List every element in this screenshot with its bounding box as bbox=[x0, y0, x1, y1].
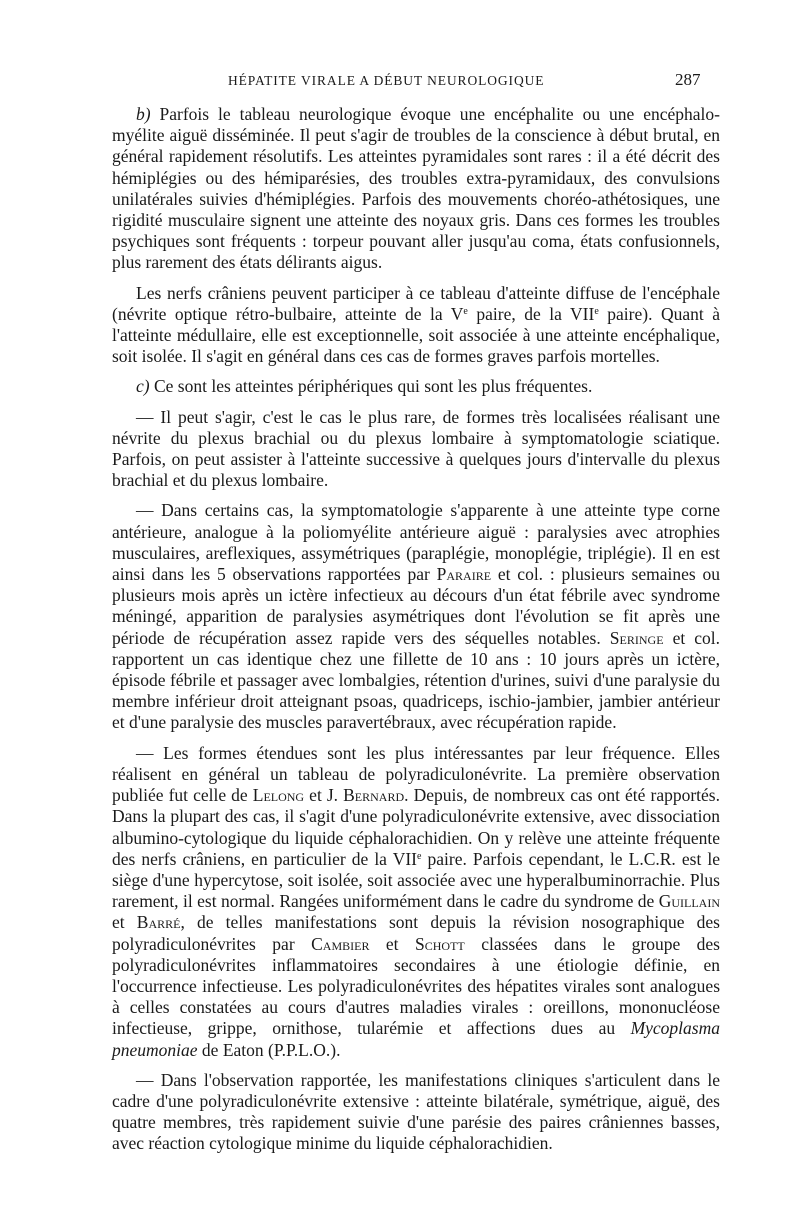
body-text bbox=[112, 104, 720, 1164]
paragraph-b-text: Parfois le tableau neurologique évoque une encéphalite ou une encéphalo-myélite aiguë disséminée. Il peut s'agir de troubles de la conscience à début brutal, en général rapidement résolutifs. Les atteintes pyramidales sont rares : il a été décrit des hémiplégies ou des hémiparésies, des troubles extra-pyramidaux, des convulsions unilatérales suivies d'hémiplégies. Parfois des mouvements choréo-athétosiques, une rigidité musculaire signent une atteinte des noyaux gris. Dans ces formes les troubles psychiques sont fréquents : torpeur pouvant aller jusqu'au coma, états confusionnels, plus rarement des états délirants aigus. bbox=[112, 104, 720, 273]
text-run: , de telles manifestations sont depuis la révision nosographique des polyradiculonévrites par bbox=[112, 912, 720, 954]
superscript: e bbox=[594, 305, 599, 317]
text-run: et col. : plusieurs semaines ou plusieurs mois après un ictère infectieux au décours d'un état fébrile avec syndrome méningé, apparition de paralysies asymétriques dont l'évolution se fit après une période de récupération assez rapide vers des séquelles notables. bbox=[112, 564, 720, 648]
running-header bbox=[0, 70, 800, 94]
text-run: — Dans certains cas, la symptomatologie s'apparente à une atteinte type corne antérieure, analogue à la poliomyélite antérieure aiguë : paralysies avec atrophies musculaires, areflexiques, assymétriques (paraplégie, monoplégie, triplégie). Il en est ainsi dans les 5 observations rapportées par bbox=[112, 500, 720, 585]
paragraph-extended-forms bbox=[112, 743, 720, 1061]
paragraph-c bbox=[112, 376, 720, 397]
text-run: paire, de la VII bbox=[467, 303, 595, 324]
author-name: Barré bbox=[136, 912, 181, 933]
text-run: Les nerfs crâniens peuvent participer à ce tableau d'atteinte diffuse de l'encéphale (névrite optique rétro-bulbaire, atteinte de la V bbox=[112, 282, 720, 324]
text-run: paire). Quant à l'atteinte médullaire, elle est exceptionnelle, soit associée à une atteinte encéphalique, soit isolée. Il s'agit en général dans ces cas de formes graves parfois mortelles. bbox=[112, 303, 720, 367]
paragraph-anterior-horn bbox=[112, 500, 720, 733]
text-run: de Eaton (P.P.L.O.). bbox=[197, 1039, 341, 1060]
text-run: . Depuis, de nombreux cas ont été rapportés. Dans la plupart des cas, il s'agit d'une polyradiculonévrite extensive, avec dissociation albumino-cytologique du liquide céphalorachidien. On y relève une atteinte fréquente des nerfs crâniens, en particulier de la VII bbox=[112, 785, 720, 869]
author-name: Cambier bbox=[311, 933, 370, 954]
text-run: et bbox=[369, 933, 415, 954]
species-name: Mycoplasma pneumoniae bbox=[112, 1018, 720, 1060]
text-run: et J. bbox=[304, 785, 344, 806]
paragraph-cranial-nerves bbox=[112, 283, 720, 368]
paragraph-b bbox=[112, 104, 720, 274]
author-name: Guillain bbox=[658, 891, 720, 912]
running-title: HÉPATITE VIRALE A DÉBUT NEUROLOGIQUE bbox=[228, 73, 545, 88]
superscript: e bbox=[463, 305, 468, 317]
author-name: Schott bbox=[415, 933, 465, 954]
text-run: et bbox=[112, 912, 137, 933]
superscript: e bbox=[417, 850, 422, 862]
page-number: 287 bbox=[675, 70, 701, 89]
text-run: et col. rapportent un cas identique chez une fillette de 10 ans : 10 jours après un ictère, épisode fébrile et passager avec lombalgies, rétention d'urines, suivi d'une paralysie du membre inférieur droit atteignant psoas, quadriceps, ischio-jambier, jambier antérieur et d'une paralysie des muscles paravertébraux, avec récupération rapide. bbox=[112, 627, 720, 733]
paragraph-c-text: Ce sont les atteintes périphériques qui sont les plus fréquentes. bbox=[149, 376, 593, 397]
author-name: Lelong bbox=[252, 785, 305, 806]
text-run: — Les formes étendues sont les plus intéressantes par leur fréquence. Elles réalisent en général un tableau de polyradiculonévrite. La première observation publiée fut celle de bbox=[112, 742, 720, 806]
text-run: classées dans le groupe des polyradiculonévrites inflammatoires secondaires à une étiologie définie, en l'occurrence infectieuse. Les polyradiculonévrites des hépatites virales sont analogues à celles constatées au cours d'autres maladies virales : oreillons, mononucléose infectieuse, grippe, ornithose, tularémie et affections dues au bbox=[112, 933, 720, 1039]
paragraph-observation: — Dans l'observation rapportée, les manifestations cliniques s'articulent dans le cadre d'une polyradiculonévrite extensive : atteinte bilatérale, symétrique, aiguë, des quatre membres, très rapidement suivie d'une parésie des paires crâniennes basses, avec réaction cytologique minime du liquide céphalorachidien. bbox=[112, 1069, 720, 1154]
author-name: Seringe bbox=[609, 627, 664, 648]
text-run: paire. Parfois cependant, le L.C.R. est le siège d'une hypercytose, soit isolée, soit associée avec une hyperalbuminorrachie. Plus rarement, il est normal. Rangées uniformément dans le cadre du syndrome de bbox=[112, 848, 720, 912]
author-name: Paraire bbox=[436, 564, 492, 585]
list-marker-b: b) bbox=[136, 104, 151, 124]
author-name: Bernard bbox=[343, 785, 405, 806]
paragraph-localized-forms: — Il peut s'agir, c'est le cas le plus rare, de formes très localisées réalisant une névrite du plexus brachial ou du plexus lombaire à symptomatologie sciatique. Parfois, on peut assister à l'atteinte successive à quelques jours d'intervalle du plexus brachial et du plexus lombaire. bbox=[112, 406, 720, 491]
list-marker-c: c) bbox=[136, 376, 150, 397]
